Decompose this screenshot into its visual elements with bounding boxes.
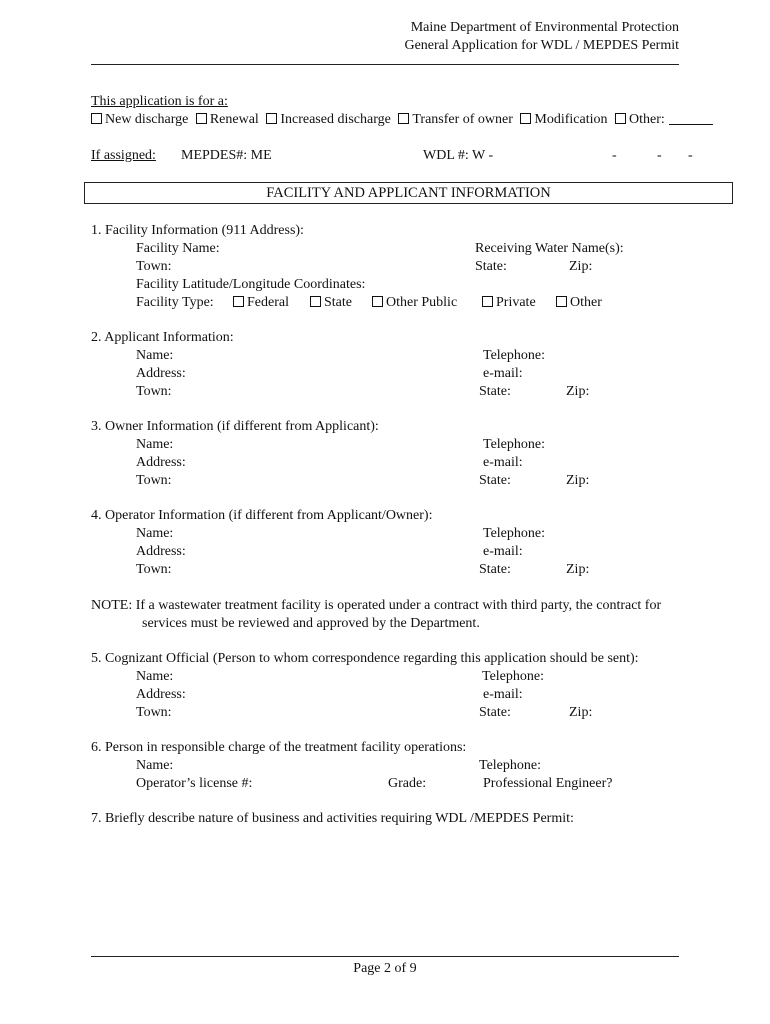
- applicant-town-label: Town:: [136, 384, 172, 399]
- operator-town-label: Town:: [136, 562, 172, 577]
- operator-heading: 4. Operator Information (if different from Applicant/Owner):: [91, 508, 433, 523]
- owner-address-label: Address:: [136, 455, 186, 470]
- application-type-options: [91, 111, 713, 129]
- grade-label: Grade:: [388, 776, 427, 791]
- other-blank-field[interactable]: [669, 112, 713, 125]
- facility-coordinates-label: Facility Latitude/Longitude Coordinates:: [136, 277, 366, 292]
- facility-type-other-public[interactable]: Other Public: [372, 294, 457, 312]
- operator-telephone-label: Telephone:: [483, 526, 545, 541]
- checkbox-renewal[interactable]: [196, 113, 207, 124]
- applicant-state-label: State:: [479, 384, 511, 399]
- responsible-name-label: Name:: [136, 758, 174, 773]
- header-form-title: General Application for WDL / MEPDES Permit: [404, 38, 679, 53]
- facility-name-label: Facility Name:: [136, 241, 220, 256]
- checkbox-private[interactable]: [482, 296, 493, 307]
- facility-type-federal[interactable]: Federal: [233, 294, 289, 312]
- checkbox-state[interactable]: [310, 296, 321, 307]
- owner-town-label: Town:: [136, 473, 172, 488]
- checkbox-facility-other[interactable]: [556, 296, 567, 307]
- applicant-heading: 2. Applicant Information:: [91, 330, 234, 345]
- facility-heading: 1. Facility Information (911 Address):: [91, 223, 304, 238]
- facility-state-label: State:: [475, 259, 507, 274]
- owner-telephone-label: Telephone:: [483, 437, 545, 452]
- operator-zip-label: Zip:: [566, 562, 590, 577]
- section-banner: FACILITY AND APPLICANT INFORMATION: [84, 182, 733, 204]
- checkbox-increased-discharge[interactable]: [266, 113, 277, 124]
- contract-note-line-1: NOTE: If a wastewater treatment facility is operated under a contract with third party, the contract for: [91, 598, 662, 613]
- wdl-dash-1: -: [612, 148, 617, 163]
- professional-engineer-label: Professional Engineer?: [483, 776, 613, 791]
- owner-email-label: e-mail:: [483, 455, 523, 470]
- option-increased-discharge[interactable]: Increased discharge: [266, 112, 391, 127]
- facility-type-label: Facility Type:: [136, 295, 214, 310]
- responsible-heading: 6. Person in responsible charge of the treatment facility operations:: [91, 740, 467, 755]
- official-town-label: Town:: [136, 705, 172, 720]
- facility-type-other[interactable]: Other: [556, 294, 602, 312]
- option-transfer-of-owner[interactable]: Transfer of owner: [398, 112, 513, 127]
- applicant-name-label: Name:: [136, 348, 174, 363]
- official-telephone-label: Telephone:: [482, 669, 544, 684]
- operator-license-label: Operator’s license #:: [136, 776, 253, 791]
- business-description-heading: 7. Briefly describe nature of business and activities requiring WDL /MEPDES Permit:: [91, 811, 574, 826]
- wdl-dash-2: -: [657, 148, 662, 163]
- facility-type-private[interactable]: Private: [482, 294, 536, 312]
- option-other[interactable]: Other:: [615, 112, 713, 127]
- applicant-email-label: e-mail:: [483, 366, 523, 381]
- owner-state-label: State:: [479, 473, 511, 488]
- checkbox-federal[interactable]: [233, 296, 244, 307]
- owner-zip-label: Zip:: [566, 473, 590, 488]
- wdl-number-label: WDL #: W -: [423, 148, 494, 163]
- applicant-address-label: Address:: [136, 366, 186, 381]
- facility-type-state[interactable]: State: [310, 294, 352, 312]
- if-assigned-label: If assigned:: [91, 148, 156, 163]
- checkbox-modification[interactable]: [520, 113, 531, 124]
- wdl-dash-3: -: [688, 148, 693, 163]
- checkbox-other-public[interactable]: [372, 296, 383, 307]
- official-heading: 5. Cognizant Official (Person to whom correspondence regarding this application should be sent):: [91, 651, 639, 666]
- official-state-label: State:: [479, 705, 511, 720]
- checkbox-new-discharge[interactable]: [91, 113, 102, 124]
- checkbox-transfer-of-owner[interactable]: [398, 113, 409, 124]
- header-agency: Maine Department of Environmental Protection: [410, 20, 679, 35]
- footer-rule: [91, 956, 679, 957]
- applicant-zip-label: Zip:: [566, 384, 590, 399]
- official-name-label: Name:: [136, 669, 174, 684]
- page-number: Page 2 of 9: [353, 961, 417, 976]
- official-email-label: e-mail:: [483, 687, 523, 702]
- operator-address-label: Address:: [136, 544, 186, 559]
- mepdes-number-label: MEPDES#: ME: [181, 148, 272, 163]
- option-renewal[interactable]: Renewal: [196, 112, 259, 127]
- header-rule: [91, 64, 679, 65]
- official-address-label: Address:: [136, 687, 186, 702]
- official-zip-label: Zip:: [569, 705, 593, 720]
- contract-note-line-2: services must be reviewed and approved by the Department.: [142, 616, 480, 631]
- owner-heading: 3. Owner Information (if different from Applicant):: [91, 419, 379, 434]
- operator-name-label: Name:: [136, 526, 174, 541]
- checkbox-other[interactable]: [615, 113, 626, 124]
- receiving-water-label: Receiving Water Name(s):: [475, 241, 624, 256]
- facility-town-label: Town:: [136, 259, 172, 274]
- owner-name-label: Name:: [136, 437, 174, 452]
- option-modification[interactable]: Modification: [520, 112, 607, 127]
- option-new-discharge[interactable]: New discharge: [91, 112, 188, 127]
- operator-email-label: e-mail:: [483, 544, 523, 559]
- facility-zip-label: Zip:: [569, 259, 593, 274]
- responsible-telephone-label: Telephone:: [479, 758, 541, 773]
- operator-state-label: State:: [479, 562, 511, 577]
- application-type-label: This application is for a:: [91, 94, 228, 109]
- applicant-telephone-label: Telephone:: [483, 348, 545, 363]
